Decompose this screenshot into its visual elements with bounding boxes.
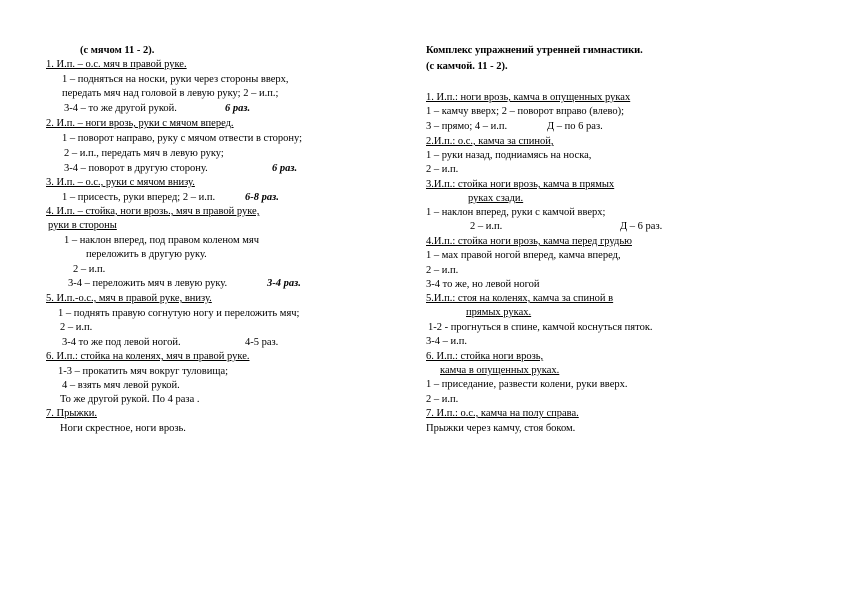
right-ex5-line1: 1-2 - прогнуться в спине, камчой коснуться пяток.: [428, 322, 653, 333]
left-ex7-line1: Ноги скрестное, ноги врозь.: [60, 423, 186, 434]
right-ex4-line3: 3-4 то же, но левой ногой: [426, 279, 540, 290]
right-ex6-heading-a: 6. И.п.: стойка ноги врозь,: [426, 351, 544, 362]
right-ex1-line2: 3 – прямо; 4 – и.п.: [426, 121, 508, 132]
right-ex3-line1: 1 – наклон вперед, руки с камчой вверх;: [426, 207, 606, 218]
right-ex6-line2: 2 – и.п.: [426, 394, 459, 405]
right-ex7-heading: 7. И.п.: о.с., камча на полу справа.: [426, 408, 579, 419]
right-title-b: (с камчой. 11 - 2).: [426, 61, 508, 72]
left-ex2-line1: 1 – поворот направо, руку с мячом отвести в сторону;: [62, 133, 303, 144]
right-ex4-line1: 1 – мах правой ногой вперед, камча вперед,: [426, 250, 621, 261]
right-ex5-heading-a: 5.И.п.: стоя на коленях, камча за спиной в: [426, 293, 614, 304]
right-ex3-heading-a: 3.И.п.: стойка ноги врозь, камча в прямых: [426, 179, 615, 190]
left-ex1-line2: передать мяч над головой в левую руку; 2 – и.п.;: [62, 88, 279, 99]
left-ex5-line2: 2 – и.п.: [60, 322, 93, 333]
right-ex2-line2: 2 – и.п.: [426, 164, 459, 175]
left-ex3-heading: 3. И.п. – о.с., руки с мячом внизу.: [46, 177, 195, 188]
left-ex6-line3: То же другой рукой. По 4 раза .: [60, 394, 200, 405]
right-ex2-line1: 1 – руки назад, подниамясь на носка,: [426, 150, 592, 161]
left-ex1-heading: 1. И.п. – о.с. мяч в правой руке.: [46, 59, 187, 70]
right-ex7-line1: Прыжки через камчу, стоя боком.: [426, 423, 576, 434]
left-ex6-line1: 1-3 – прокатить мяч вокруг туловища;: [58, 366, 229, 377]
left-ex2-line3: 3-4 – поворот в другую сторону.: [64, 163, 208, 174]
left-ex5-reps: 4-5 раз.: [245, 337, 279, 348]
right-ex1-line1: 1 – камчу вверх; 2 – поворот вправо (влево);: [426, 106, 625, 117]
left-ex4-heading-a: 4. И.п. – стойка, ноги врозь., мяч в правой руке,: [46, 206, 260, 217]
right-title-a: Комплекс упражнений утренней гимнастики.: [426, 45, 643, 56]
right-ex2-heading: 2.И.п.: о.с., камча за спиной,: [426, 136, 554, 147]
left-ex6-line2: 4 – взять мяч левой рукой.: [62, 380, 180, 391]
left-ex2-line2: 2 – и.п., передать мяч в левую руку;: [64, 148, 224, 159]
left-ex4-line4: 3-4 – переложить мяч в левую руку.: [68, 278, 228, 289]
left-ex4-line3: 2 – и.п.: [73, 264, 106, 275]
right-ex1-heading: 1. И.п.: ноги врозь, камча в опущенных руках: [426, 92, 631, 103]
left-ex1-reps: 6 раз.: [225, 103, 251, 114]
left-ex3-line1: 1 – присесть, руки вперед; 2 – и.п.: [62, 192, 216, 203]
left-ex1-line3: 3-4 – то же другой рукой.: [64, 103, 177, 114]
right-ex3-line2: 2 – и.п.: [470, 221, 503, 232]
right-ex6-heading-b: камча в опущенных руках.: [440, 365, 560, 376]
right-ex3-reps: Д – 6 раз.: [620, 221, 663, 232]
left-ex4-line1: 1 – наклон вперед, под правом коленом мяч: [64, 235, 260, 246]
left-ex4-line2: переложить в другую руку.: [86, 249, 207, 260]
left-ex6-heading: 6. И.п.: стойка на коленях, мяч в правой руке.: [46, 351, 250, 362]
left-ex7-heading: 7. Прыжки.: [46, 408, 97, 419]
left-ex5-line1: 1 – поднять правую согнутую ногу и переложить мяч;: [58, 308, 300, 319]
left-ex2-heading: 2. И.п. – ноги врозь, руки с мячом вперед.: [46, 118, 234, 129]
right-ex5-heading-b: прямых руках.: [466, 307, 532, 318]
right-ex6-line1: 1 – приседание, развести колени, руки вверх.: [426, 379, 628, 390]
right-ex4-heading: 4.И.п.: стойка ноги врозь, камча перед грудью: [426, 236, 632, 247]
left-ex4-heading-b: руки в стороны: [48, 220, 117, 231]
right-ex5-line2: 3-4 – и.п.: [426, 336, 467, 347]
left-ex4-reps: 3-4 раз.: [267, 278, 301, 289]
left-ex5-heading: 5. И.п.-о.с., мяч в правой руке, внизу.: [46, 293, 212, 304]
left-ex1-line1: 1 – подняться на носки, руки через стороны вверх,: [62, 74, 289, 85]
left-ex3-reps: 6-8 раз.: [245, 192, 279, 203]
right-ex1-reps: Д – по 6 раз.: [547, 121, 603, 132]
left-ex5-line3: 3-4 то же под левой ногой.: [62, 337, 181, 348]
left-title: (с мячом 11 - 2).: [80, 45, 155, 56]
left-ex2-reps: 6 раз.: [272, 163, 298, 174]
right-ex3-heading-b: руках сзади.: [468, 193, 524, 204]
right-ex4-line2: 2 – и.п.: [426, 265, 459, 276]
